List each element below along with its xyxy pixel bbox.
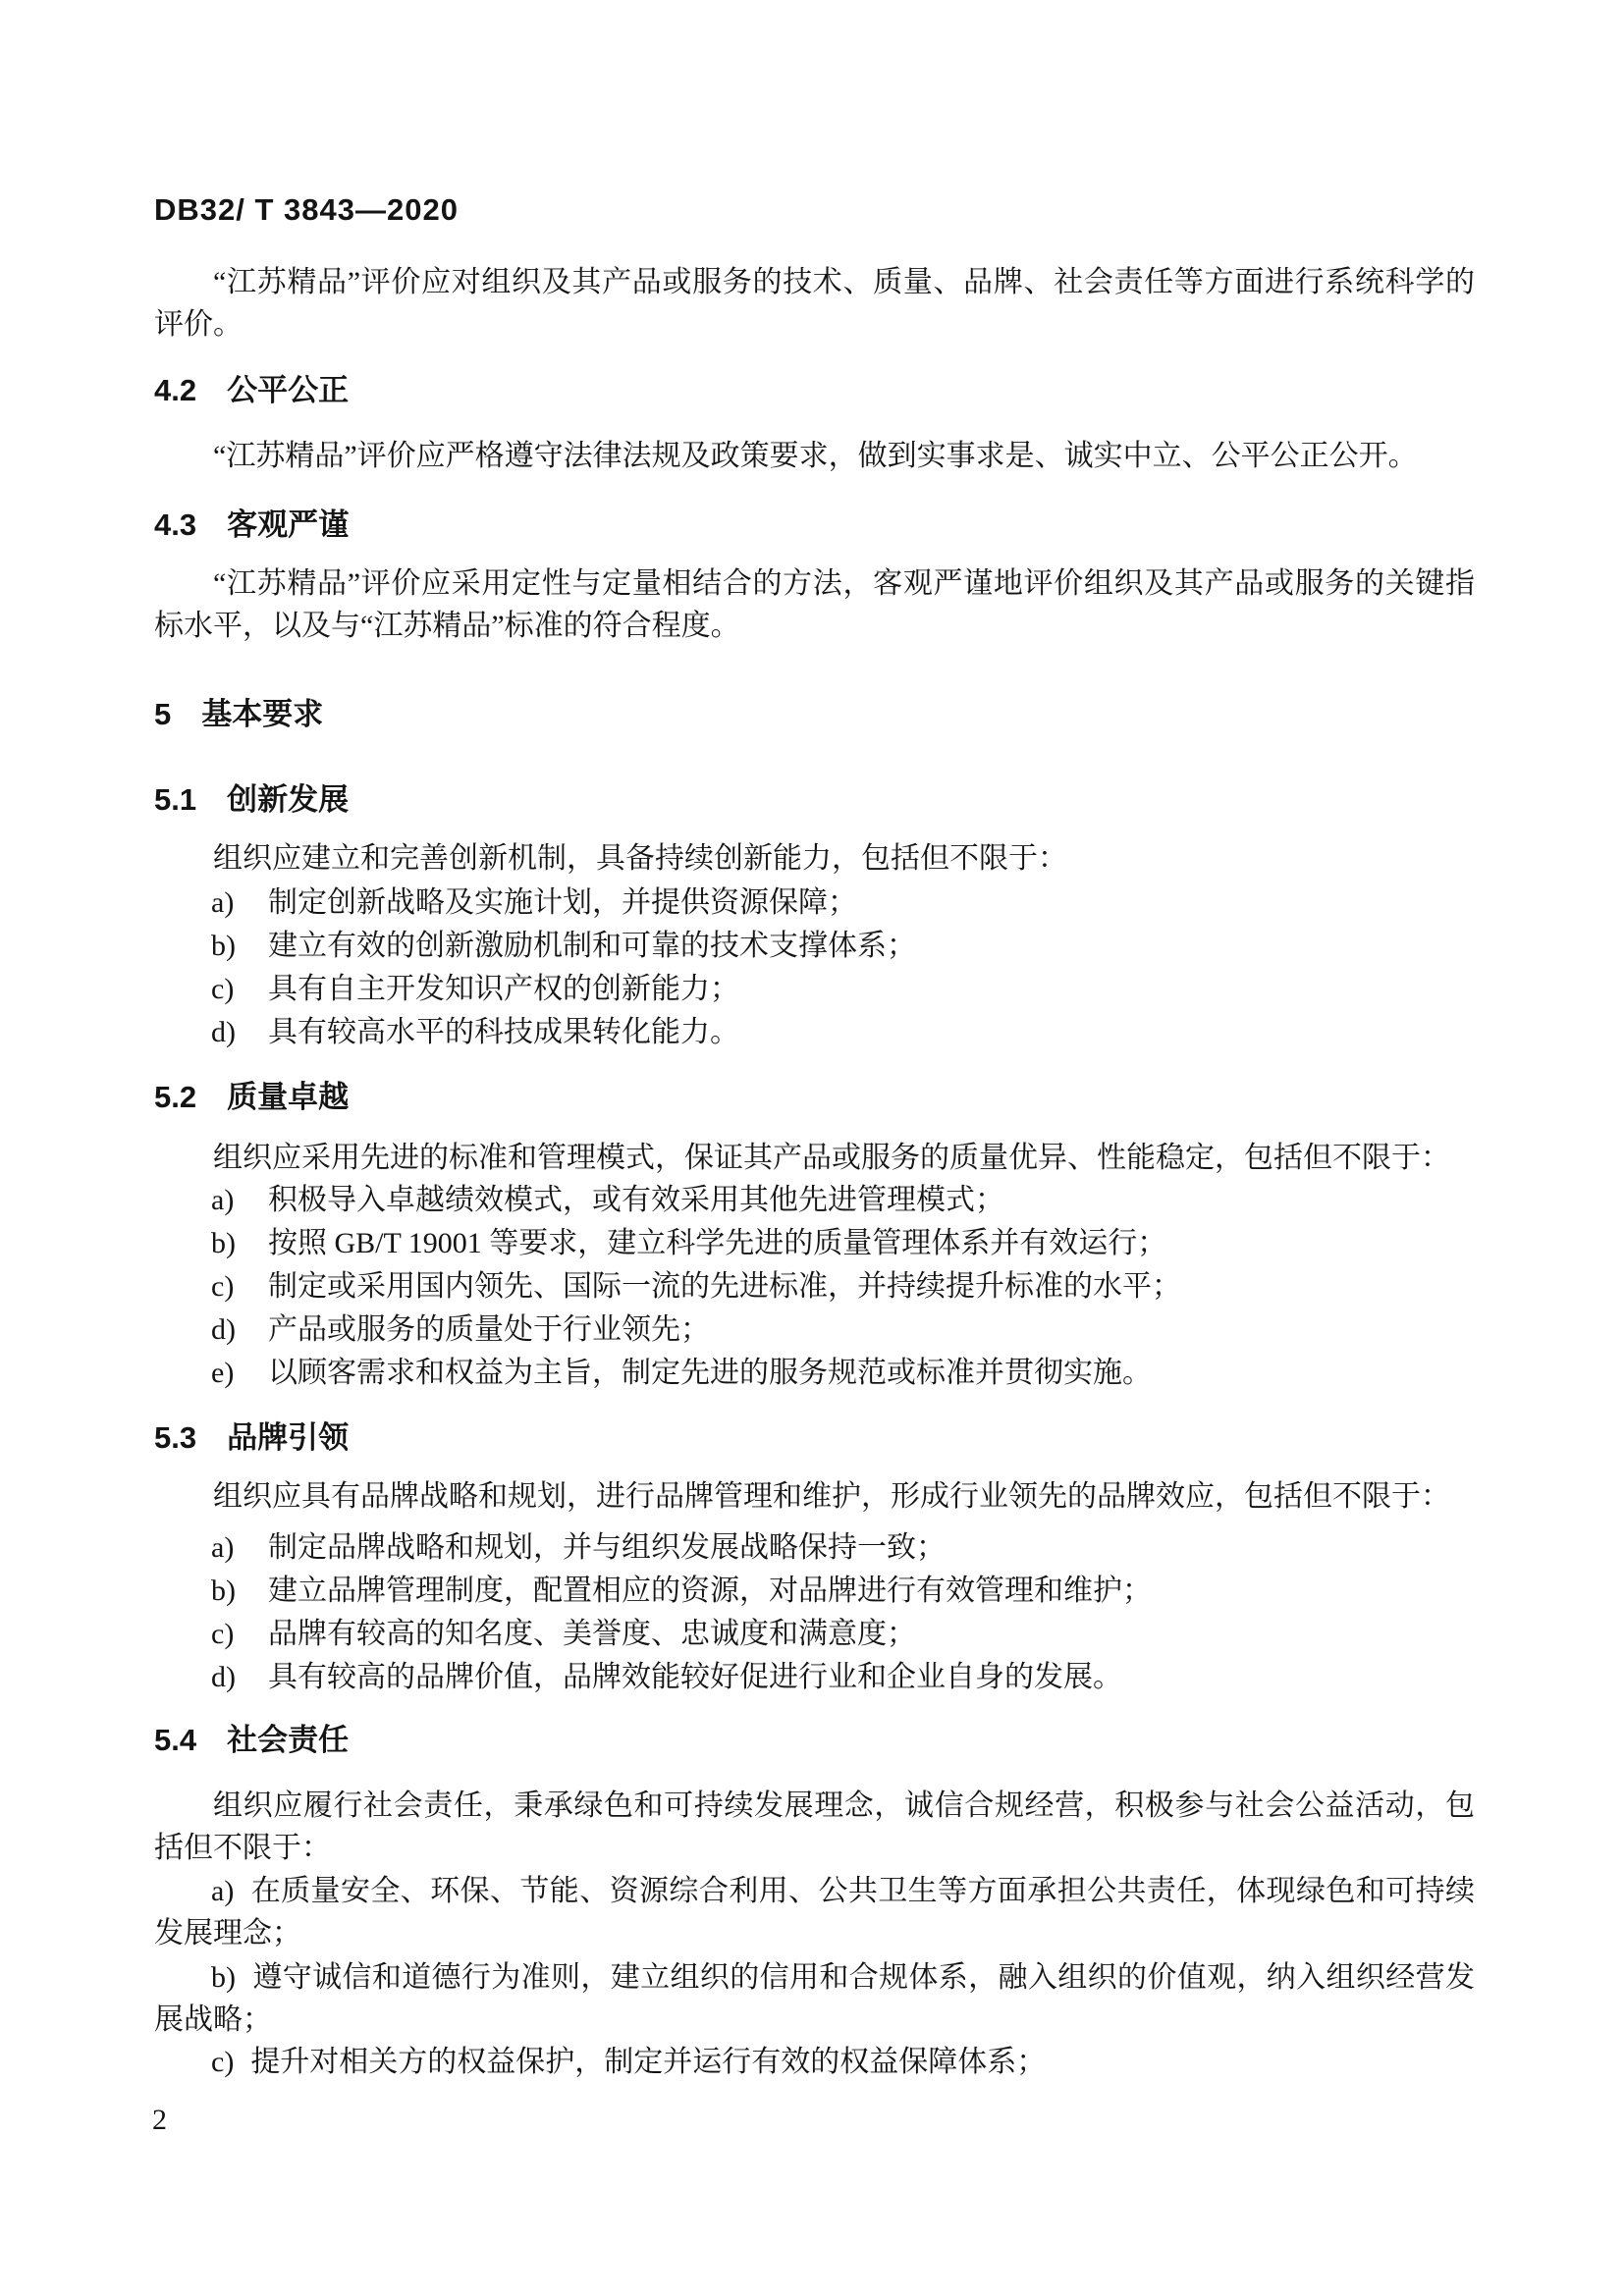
heading-title: 客观严谨	[227, 507, 350, 542]
list-item-text: 遵守诚信和道德行为准则，建立组织的信用和合规体系，融入组织的价值观，纳入组织经营发展战略；	[154, 1961, 1475, 2036]
list-item-label: c)	[211, 2046, 235, 2078]
list-item	[154, 1956, 1475, 2041]
list-item-text: 积极导入卓越绩效模式，或有效采用其他先进管理模式；	[268, 1184, 1004, 1216]
list-item-text: 建立品牌管理制度，配置相应的资源，对品牌进行有效管理和维护；	[268, 1575, 1152, 1607]
list-item-label: b)	[211, 930, 236, 962]
list-item	[154, 1570, 1475, 1613]
heading-title: 基本要求	[201, 697, 324, 731]
paragraph: 组织应具有品牌战略和规划，进行品牌管理和维护，形成行业领先的品牌效应，包括但不限于：	[213, 1480, 1450, 1513]
list-item	[154, 1222, 1475, 1265]
heading-title: 质量卓越	[227, 1080, 350, 1114]
list-item	[154, 1011, 1475, 1054]
list-item-label: b)	[211, 1227, 236, 1259]
list-item-label: e)	[211, 1357, 235, 1389]
heading-title: 创新发展	[227, 782, 350, 817]
list-item-label: a)	[211, 886, 235, 919]
heading-number: 4.2	[154, 373, 197, 407]
list-item-text: 制定品牌战略和规划，并与组织发展战略保持一致；	[268, 1531, 946, 1564]
list-item-label: d)	[211, 1313, 236, 1346]
list	[154, 1179, 1475, 1395]
section-heading	[154, 505, 1475, 546]
heading-number: 5.2	[154, 1080, 197, 1114]
heading-title: 社会责任	[227, 1723, 350, 1757]
page-number: 2	[152, 2104, 167, 2136]
list-item-label: c)	[211, 973, 235, 1005]
list-item-label: d)	[211, 1661, 236, 1693]
list-item-text: 建立有效的创新激励机制和可靠的技术支撑体系；	[268, 930, 916, 962]
heading-number: 5.1	[154, 782, 197, 817]
list-item-label: d)	[211, 1016, 236, 1048]
section-heading	[154, 1720, 1475, 1761]
list-item	[154, 968, 1475, 1011]
list-item-text: 具有较高的品牌价值，品牌效能较好促进行业和企业自身的发展。	[268, 1661, 1122, 1693]
paragraph: 组织应履行社会责任，秉承绿色和可持续发展理念，诚信合规经营，积极参与社会公益活动，包括但不限于：	[154, 1789, 1475, 1864]
list-item-label: c)	[211, 1270, 235, 1303]
heading-title: 品牌引领	[227, 1420, 350, 1455]
list-item-text: 提升对相关方的权益保护，制定并运行有效的权益保障体系；	[250, 2046, 1047, 2078]
paragraph: 组织应采用先进的标准和管理模式，保证其产品或服务的质量优异、性能稳定，包括但不限于：	[213, 1142, 1450, 1174]
list-item	[154, 1870, 1475, 1954]
list-item-text: 在质量安全、环保、节能、资源综合利用、公共卫生等方面承担公共责任，体现绿色和可持续发展理念；	[154, 1875, 1475, 1949]
list-item	[154, 881, 1475, 925]
paragraph: “江苏精品”评价应采用定性与定量相结合的方法，客观严谨地评价组织及其产品或服务的关键指标水平，以及与“江苏精品”标准的符合程度。	[154, 567, 1475, 642]
document-header-code: DB32/ T 3843—2020	[154, 192, 459, 227]
paragraph: “江苏精品”评价应严格遵守法律法规及政策要求，做到实事求是、诚实中立、公平公正公开。	[213, 440, 1418, 472]
list-item-text: 具有自主开发知识产权的创新能力；	[268, 973, 739, 1005]
list-item-label: a)	[211, 1875, 235, 1907]
list-item-label: b)	[211, 1575, 236, 1607]
list-item	[154, 1613, 1475, 1656]
paragraph: “江苏精品”评价应对组织及其产品或服务的技术、质量、品牌、社会责任等方面进行系统科学的评价。	[154, 266, 1475, 341]
heading-number: 5	[154, 697, 172, 731]
list-item	[154, 1526, 1475, 1570]
list-item-label: a)	[211, 1184, 235, 1216]
paragraph: 组织应建立和完善创新机制，具备持续创新能力，包括但不限于：	[213, 842, 1067, 875]
list-item-text: 以顾客需求和权益为主旨，制定先进的服务规范或标准并贯彻实施。	[268, 1357, 1152, 1389]
list-item	[154, 1656, 1475, 1699]
list-item	[154, 2041, 1475, 2083]
list	[154, 1526, 1475, 1699]
list-item-label: a)	[211, 1531, 235, 1564]
list-item-text: 按照 GB/T 19001 等要求，建立科学先进的质量管理体系并有效运行；	[268, 1227, 1167, 1259]
list-item-text: 制定创新战略及实施计划，并提供资源保障；	[268, 886, 857, 919]
heading-title: 公平公正	[227, 373, 350, 407]
heading-number: 4.3	[154, 507, 197, 542]
list-item-label: c)	[211, 1618, 235, 1650]
section-heading	[154, 1077, 1475, 1118]
list-item	[154, 1265, 1475, 1308]
section-heading	[154, 370, 1475, 411]
section-heading	[154, 694, 1475, 735]
list-item	[154, 1179, 1475, 1222]
list-item-text: 产品或服务的质量处于行业领先；	[268, 1313, 710, 1346]
section-heading	[154, 1417, 1475, 1459]
heading-number: 5.3	[154, 1420, 197, 1455]
section-heading	[154, 779, 1475, 821]
list-item-label: b)	[211, 1961, 236, 1994]
list-item	[154, 1308, 1475, 1352]
heading-number: 5.4	[154, 1723, 197, 1757]
list-item-text: 品牌有较高的知名度、美誉度、忠诚度和满意度；	[268, 1618, 916, 1650]
list-item	[154, 925, 1475, 968]
list-item	[154, 1352, 1475, 1395]
list-item-text: 具有较高水平的科技成果转化能力。	[268, 1016, 739, 1048]
list	[154, 881, 1475, 1054]
list-item-text: 制定或采用国内领先、国际一流的先进标准，并持续提升标准的水平；	[268, 1270, 1181, 1303]
